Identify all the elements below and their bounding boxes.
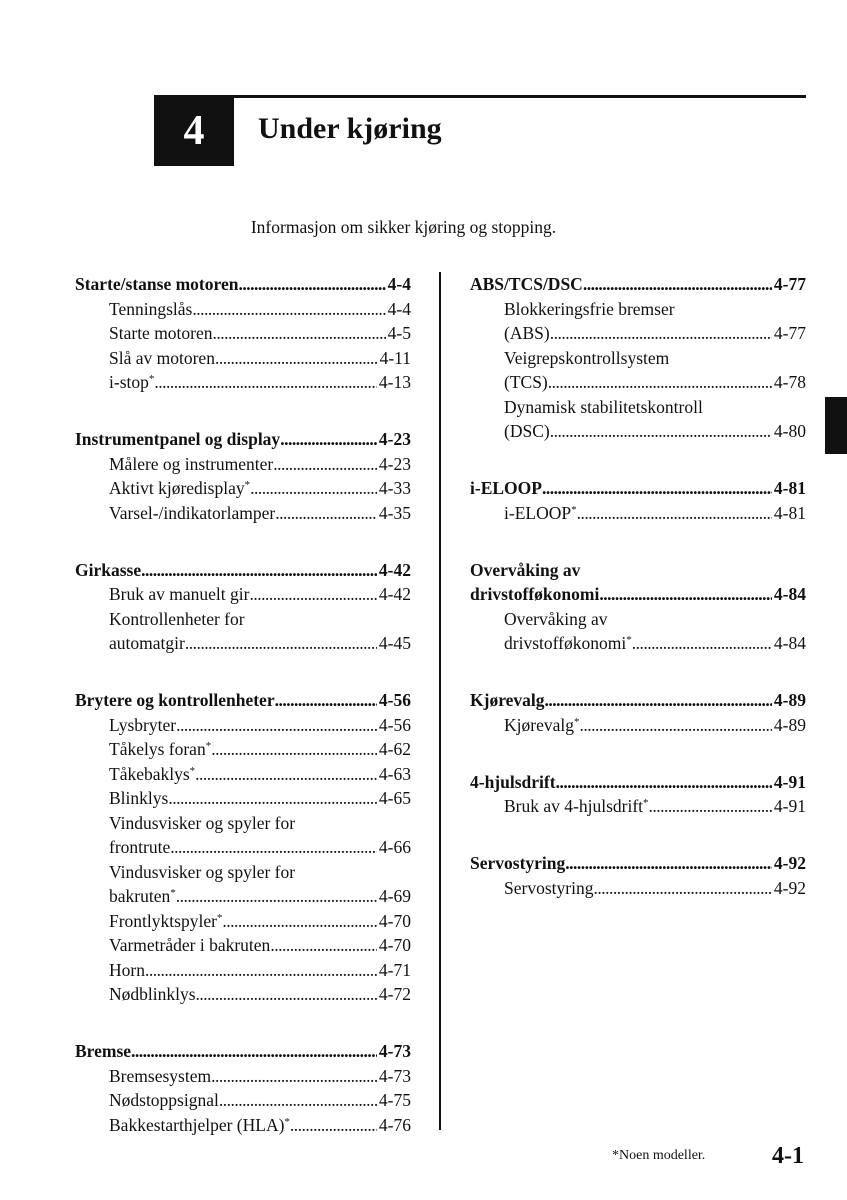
toc-entry[interactable] xyxy=(75,1113,411,1138)
toc-entry-title: ABS/TCS/DSC xyxy=(470,274,583,294)
toc-entry[interactable] xyxy=(75,762,411,787)
toc-section xyxy=(470,558,806,656)
header-rule xyxy=(154,95,806,98)
footnote-marker: * xyxy=(626,634,632,646)
toc-entry[interactable] xyxy=(470,794,806,819)
dot-leader xyxy=(542,476,772,501)
toc-entry-title: frontrute xyxy=(109,837,171,857)
toc-page-number: 4-81 xyxy=(773,502,806,523)
toc-entry-title: Tåkelys foran* xyxy=(109,739,212,759)
toc-page-number: 4-33 xyxy=(378,478,411,498)
toc-entry[interactable] xyxy=(470,501,806,526)
toc-page-number: 4-23 xyxy=(378,429,411,449)
dot-leader xyxy=(550,419,772,444)
toc-page-number: 4-70 xyxy=(378,910,411,931)
toc-section xyxy=(75,558,411,656)
toc-page-number: 4-70 xyxy=(378,935,411,955)
toc-entry-title: Aktivt kjøredisplay* xyxy=(109,478,251,498)
toc-page-number: 4-42 xyxy=(378,584,411,604)
toc-page-number: 4-69 xyxy=(378,886,411,906)
dot-leader xyxy=(249,582,376,607)
toc-entry[interactable] xyxy=(75,713,411,738)
dot-leader xyxy=(583,272,772,297)
toc-entry-title: 4-hjulsdrift xyxy=(470,771,556,792)
dot-leader xyxy=(176,884,377,909)
dot-leader xyxy=(154,370,377,395)
dot-leader xyxy=(145,958,377,983)
chapter-number-box xyxy=(154,95,234,166)
toc-entry-title: Tenningslås xyxy=(109,298,193,319)
dot-leader xyxy=(215,346,378,371)
toc-page-number: 4-45 xyxy=(378,633,411,653)
toc-entry-title: Bruk av 4-hjulsdrift* xyxy=(504,796,649,816)
toc-page-number: 4-92 xyxy=(773,853,806,873)
footnote-marker: * xyxy=(571,503,577,516)
footnote-marker: * xyxy=(205,740,212,752)
toc-entry[interactable] xyxy=(75,297,411,322)
toc-entry-title: Blokkeringsfrie bremser xyxy=(504,298,675,319)
toc-section xyxy=(75,688,411,1007)
toc-entry-title: Slå av motoren xyxy=(109,347,215,368)
footnote-marker: * xyxy=(244,479,251,491)
toc-column-left xyxy=(75,272,411,1170)
dot-leader xyxy=(273,452,377,477)
toc-page-number: 4-23 xyxy=(378,453,411,474)
dot-leader xyxy=(565,851,772,876)
toc-entry-title: bakruten* xyxy=(109,886,176,906)
toc-page-number: 4-84 xyxy=(773,633,806,653)
toc-section xyxy=(470,770,806,819)
toc-entry-title: Servostyring xyxy=(504,877,594,898)
toc-page-number: 4-66 xyxy=(378,837,411,857)
toc-entry[interactable] xyxy=(470,607,806,632)
dot-leader xyxy=(168,786,377,811)
footnote-marker: * xyxy=(170,887,176,899)
chapter-number: 4 xyxy=(183,107,205,154)
dot-leader xyxy=(141,558,377,583)
page-number: 4-1 xyxy=(772,1143,804,1169)
toc-page-number: 4-13 xyxy=(378,372,411,392)
toc-entry-title: Varmetråder i bakruten xyxy=(109,935,271,955)
toc-entry-title: Vindusvisker og spyler for xyxy=(109,812,296,833)
dot-leader xyxy=(131,1039,377,1064)
toc-entry[interactable] xyxy=(75,909,411,934)
toc-entry-title: Bremsesystem xyxy=(109,1065,212,1086)
toc-section xyxy=(470,272,806,444)
column-divider xyxy=(439,272,441,1130)
toc-entry-title: i-stop* xyxy=(109,372,155,392)
dot-leader xyxy=(632,631,772,656)
dot-leader xyxy=(577,501,772,526)
toc-page-number: 4-73 xyxy=(378,1041,411,1061)
footnote-marker: * xyxy=(284,1115,290,1128)
toc-page-number: 4-56 xyxy=(378,690,411,710)
toc-page-number: 4-78 xyxy=(773,372,806,392)
toc-page-number: 4-63 xyxy=(378,763,411,784)
dot-leader xyxy=(170,835,377,860)
toc-entry[interactable] xyxy=(75,958,411,983)
toc-page-number: 4-73 xyxy=(378,1065,411,1086)
toc-entry-title: Veigrepskontrollsystem xyxy=(504,347,670,368)
toc-entry-title: Bremse xyxy=(75,1041,132,1061)
toc-entry[interactable] xyxy=(75,884,411,909)
toc-entry[interactable] xyxy=(470,346,806,371)
toc-entry-title: (TCS) xyxy=(504,372,548,392)
dot-leader xyxy=(280,427,377,452)
dot-leader xyxy=(196,982,377,1007)
toc-entry-title: Vindusvisker og spyler for xyxy=(109,861,296,882)
toc-entry[interactable] xyxy=(75,582,411,607)
toc-entry-title: Kjørevalg xyxy=(470,690,545,710)
toc-entry[interactable] xyxy=(470,713,806,738)
toc-entry[interactable] xyxy=(470,297,806,322)
toc-heading[interactable] xyxy=(75,272,411,297)
toc-page-number: 4-89 xyxy=(773,690,806,710)
toc-page-number: 4-71 xyxy=(378,959,411,980)
toc-entry[interactable] xyxy=(75,933,411,958)
toc-entry[interactable] xyxy=(75,860,411,885)
toc-entry-title: Bakkestarthjelper (HLA)* xyxy=(109,1114,290,1135)
toc-entry-title: Overvåking av xyxy=(470,559,581,580)
toc-entry[interactable] xyxy=(75,501,411,526)
dot-leader xyxy=(211,1064,377,1089)
toc-entry-title: Målere og instrumenter xyxy=(109,453,274,474)
toc-entry-title: drivstofføkonomi xyxy=(470,584,600,604)
dot-leader xyxy=(270,933,377,958)
toc-entry-title: Varsel-/indikatorlamper xyxy=(109,502,276,523)
dot-leader xyxy=(556,770,772,795)
toc-entry[interactable] xyxy=(75,321,411,346)
footnote-marker: * xyxy=(216,911,223,924)
toc-entry[interactable] xyxy=(75,811,411,836)
dot-leader xyxy=(211,737,377,762)
toc-page-number: 4-80 xyxy=(773,421,806,441)
toc-entry-title: i-ELOOP* xyxy=(504,502,577,523)
toc-entry[interactable] xyxy=(470,321,806,346)
toc-entry-title: Brytere og kontrollenheter xyxy=(75,690,275,710)
toc-entry[interactable] xyxy=(75,370,411,395)
toc-section xyxy=(470,688,806,737)
dot-leader xyxy=(250,476,377,501)
toc-entry[interactable] xyxy=(75,1088,411,1113)
toc-section xyxy=(470,476,806,525)
toc-entry-title: Instrumentpanel og display xyxy=(75,429,281,449)
toc-heading[interactable] xyxy=(470,582,806,607)
dot-leader xyxy=(176,713,377,738)
dot-leader xyxy=(275,501,377,526)
toc-entry[interactable] xyxy=(75,452,411,477)
toc-entry-title: i-ELOOP xyxy=(470,478,542,498)
toc-page-number: 4-5 xyxy=(387,323,411,343)
toc-entry[interactable] xyxy=(470,395,806,420)
toc-section xyxy=(75,427,411,525)
toc-heading[interactable] xyxy=(470,770,806,795)
toc-entry-title: Girkasse xyxy=(75,559,142,580)
dot-leader xyxy=(579,713,771,738)
dot-leader xyxy=(238,272,385,297)
toc-entry-title: Bruk av manuelt gir xyxy=(109,584,250,604)
toc-entry[interactable] xyxy=(75,982,411,1007)
toc-entry[interactable] xyxy=(470,370,806,395)
toc-heading[interactable] xyxy=(470,476,806,501)
toc-page-number: 4-4 xyxy=(387,298,411,319)
dot-leader xyxy=(290,1113,377,1138)
toc-entry[interactable] xyxy=(75,786,411,811)
toc-heading[interactable] xyxy=(470,688,806,713)
toc-page-number: 4-42 xyxy=(378,559,411,580)
toc-heading[interactable] xyxy=(75,1039,411,1064)
dot-leader xyxy=(548,370,772,395)
toc-entry-title: Kjørevalg* xyxy=(504,714,580,735)
chapter-title: Under kjøring xyxy=(258,112,442,145)
footnote-marker: * xyxy=(148,373,155,385)
toc-entry[interactable] xyxy=(75,346,411,371)
toc-entry-title: Overvåking av xyxy=(504,608,608,629)
toc-page-number: 4-91 xyxy=(773,771,806,792)
toc-entry[interactable] xyxy=(75,737,411,762)
toc-entry-title: Starte/stanse motoren xyxy=(75,274,239,294)
toc-entry[interactable] xyxy=(75,835,411,860)
toc-page-number: 4-11 xyxy=(379,347,411,368)
toc-entry-title: Horn xyxy=(109,959,145,980)
toc-entry-title: (ABS) xyxy=(504,323,550,343)
toc-entry[interactable] xyxy=(75,607,411,632)
toc-page-number: 4-56 xyxy=(378,714,411,735)
toc-heading[interactable] xyxy=(470,558,806,583)
toc-page-number: 4-77 xyxy=(773,323,806,343)
toc-entry[interactable] xyxy=(75,476,411,501)
toc-page-number: 4-84 xyxy=(773,584,806,604)
dot-leader xyxy=(275,688,377,713)
toc-page-number: 4-89 xyxy=(773,714,806,735)
toc-entry[interactable] xyxy=(75,1064,411,1089)
dot-leader xyxy=(599,582,772,607)
toc-entry-title: Starte motoren xyxy=(109,323,213,343)
toc-heading[interactable] xyxy=(75,688,411,713)
toc-entry-title: (DSC) xyxy=(504,421,550,441)
toc-page-number: 4-62 xyxy=(378,739,411,759)
footnote-marker: * xyxy=(189,764,196,777)
dot-leader xyxy=(213,321,386,346)
dot-leader xyxy=(195,762,377,787)
dot-leader xyxy=(545,688,772,713)
dot-leader xyxy=(222,909,377,934)
toc-page-number: 4-4 xyxy=(387,274,411,294)
toc-heading[interactable] xyxy=(470,272,806,297)
dot-leader xyxy=(219,1088,377,1113)
toc-section xyxy=(470,851,806,900)
chapter-thumb-tab xyxy=(825,397,847,454)
dot-leader xyxy=(192,297,385,322)
toc-page-number: 4-75 xyxy=(378,1090,411,1110)
toc-entry-title: Dynamisk stabilitetskontroll xyxy=(504,396,703,417)
toc-entry-title: drivstofføkonomi* xyxy=(504,633,632,653)
dot-leader xyxy=(550,321,772,346)
toc-heading[interactable] xyxy=(75,558,411,583)
toc-entry[interactable] xyxy=(470,631,806,656)
toc-entry-title: Blinklys xyxy=(109,788,169,808)
chapter-subtitle: Informasjon om sikker kjøring og stopping. xyxy=(250,217,557,237)
toc-heading[interactable] xyxy=(75,427,411,452)
toc-page-number: 4-35 xyxy=(378,502,411,523)
toc-heading[interactable] xyxy=(470,851,806,876)
dot-leader xyxy=(185,631,377,656)
toc-entry[interactable] xyxy=(470,876,806,901)
toc-entry-title: Nødstoppsignal xyxy=(109,1090,219,1110)
toc-entry-title: automatgir xyxy=(109,633,185,653)
footnote: *Noen modeller. xyxy=(612,1148,706,1163)
dot-leader xyxy=(649,794,772,819)
toc-entry-title: Tåkebaklys* xyxy=(109,763,196,784)
toc-entry[interactable] xyxy=(470,419,806,444)
toc-entry-title: Nødblinklys xyxy=(109,984,196,1004)
toc-entry-title: Frontlyktspyler* xyxy=(109,910,223,931)
toc-entry-title: Kontrollenheter for xyxy=(109,608,245,629)
toc-section xyxy=(75,1039,411,1137)
toc-entry-title: Servostyring xyxy=(470,853,566,873)
toc-section xyxy=(75,272,411,395)
toc-page-number: 4-76 xyxy=(378,1114,411,1135)
toc-entry[interactable] xyxy=(75,631,411,656)
toc-column-right xyxy=(470,272,806,933)
toc-page-number: 4-72 xyxy=(378,984,411,1004)
toc-page-number: 4-65 xyxy=(378,788,411,808)
dot-leader xyxy=(593,876,771,901)
toc-page-number: 4-91 xyxy=(773,796,806,816)
footnote-marker: * xyxy=(643,797,649,809)
toc-entry-title: Lysbryter xyxy=(109,714,177,735)
toc-page-number: 4-92 xyxy=(773,877,806,898)
toc-page-number: 4-77 xyxy=(773,274,806,294)
toc-page-number: 4-81 xyxy=(773,478,806,498)
footnote-marker: * xyxy=(573,715,580,728)
